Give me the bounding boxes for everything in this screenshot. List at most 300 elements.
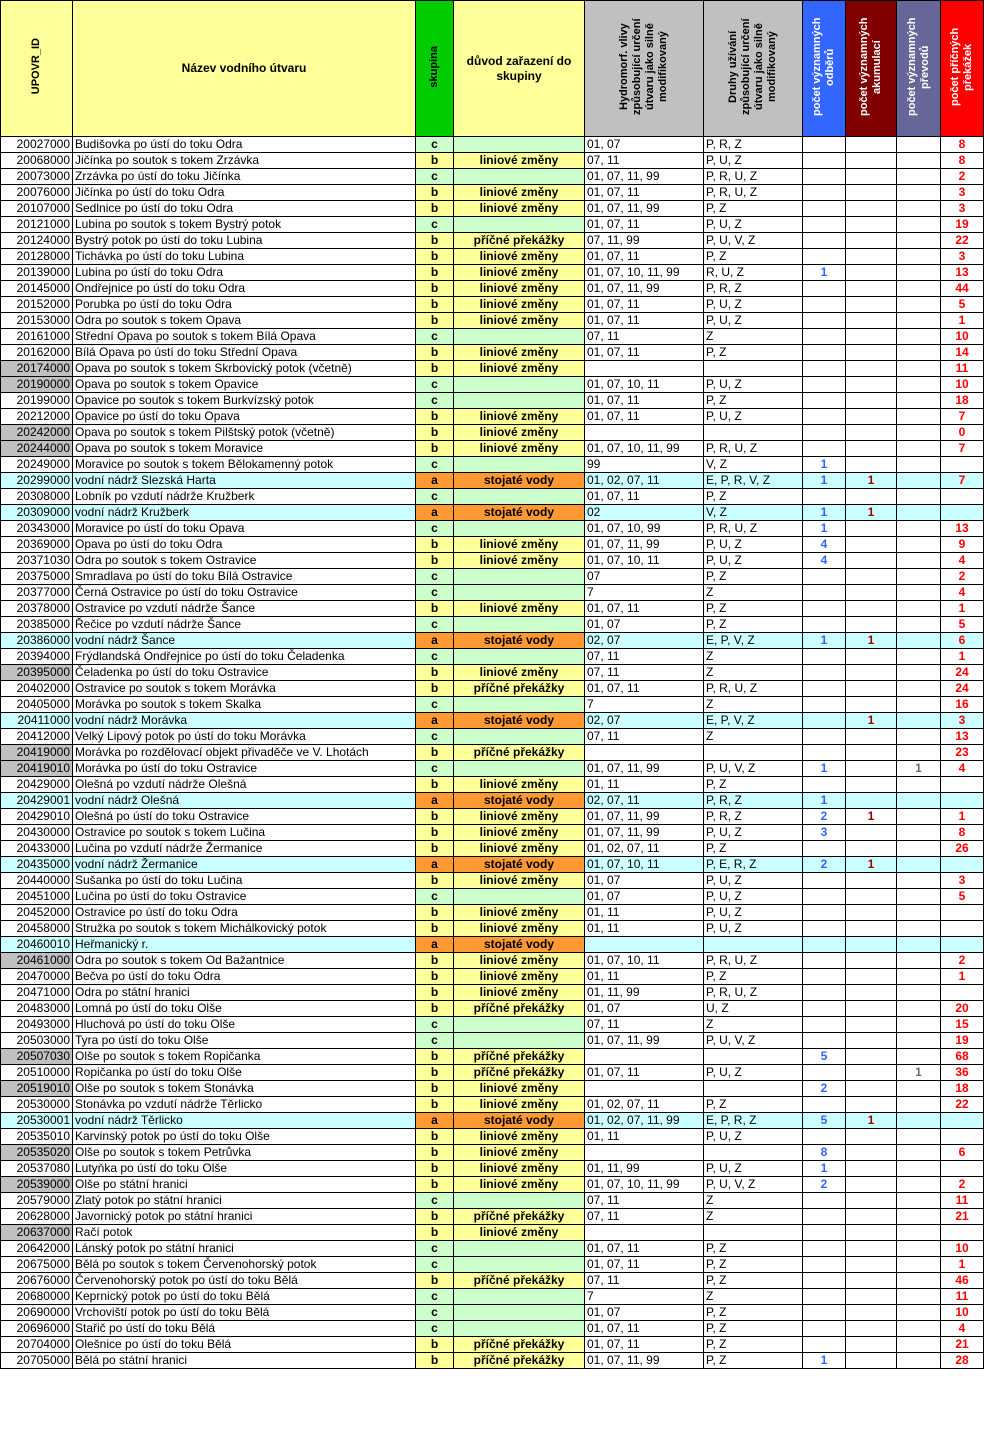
odbery-cell: 3 xyxy=(803,825,846,841)
table-row xyxy=(1,825,984,841)
prekazky-cell: 4 xyxy=(941,761,984,777)
prekazky-cell: 3 xyxy=(941,873,984,889)
odbery-cell: 4 xyxy=(803,553,846,569)
name-cell: Sušanka po ústí do toku Lučina xyxy=(73,873,416,889)
skupina-cell: c xyxy=(416,729,454,745)
duvod-cell xyxy=(454,569,585,585)
duvod-cell xyxy=(454,649,585,665)
prekazky-cell: 4 xyxy=(941,553,984,569)
hydro-cell: 01, 07, 11 xyxy=(585,489,704,505)
druhy-cell xyxy=(704,1081,803,1097)
table-row xyxy=(1,537,984,553)
druhy-cell xyxy=(704,361,803,377)
upovr-id-cell: 20395000 xyxy=(1,665,73,681)
odbery-cell xyxy=(803,1273,846,1289)
druhy-cell: P, Z xyxy=(704,617,803,633)
odbery-cell xyxy=(803,489,846,505)
name-cell: Frýdlandská Ondřejnice po ústí do toku Čeladenka xyxy=(73,649,416,665)
druhy-cell: P, Z xyxy=(704,249,803,265)
skupina-cell: a xyxy=(416,633,454,649)
table-row xyxy=(1,1049,984,1065)
upovr-id-cell: 20435000 xyxy=(1,857,73,873)
akumulace-cell xyxy=(846,585,897,601)
name-cell: Zlatý potok po státní hranici xyxy=(73,1193,416,1209)
druhy-cell: Z xyxy=(704,729,803,745)
skupina-cell: c xyxy=(416,649,454,665)
odbery-cell xyxy=(803,889,846,905)
hydro-cell: 01, 07, 11 xyxy=(585,409,704,425)
prevody-cell xyxy=(897,185,941,201)
prevody-cell xyxy=(897,521,941,537)
duvod-cell: liniové změny xyxy=(454,1129,585,1145)
odbery-cell xyxy=(803,297,846,313)
druhy-cell: E, P, R, Z xyxy=(704,1113,803,1129)
druhy-cell: P, Z xyxy=(704,1337,803,1353)
hydro-cell: 01, 07, 10, 11, 99 xyxy=(585,441,704,457)
duvod-cell: liniové změny xyxy=(454,601,585,617)
name-cell: Lánský potok po státní hranici xyxy=(73,1241,416,1257)
upovr-id-cell: 20696000 xyxy=(1,1321,73,1337)
name-cell: Bystrý potok po ústí do toku Lubina xyxy=(73,233,416,249)
name-cell: Lubina po ústí do toku Odra xyxy=(73,265,416,281)
odbery-cell xyxy=(803,1001,846,1017)
druhy-cell xyxy=(704,1145,803,1161)
upovr-id-cell: 20642000 xyxy=(1,1241,73,1257)
duvod-cell: příčné překážky xyxy=(454,1049,585,1065)
table-row xyxy=(1,1305,984,1321)
upovr-id-cell: 20027000 xyxy=(1,137,73,153)
table-row xyxy=(1,553,984,569)
prevody-cell xyxy=(897,425,941,441)
akumulace-cell xyxy=(846,201,897,217)
header-duvod xyxy=(454,1,585,137)
table-row xyxy=(1,441,984,457)
table-row xyxy=(1,729,984,745)
prekazky-cell: 5 xyxy=(941,297,984,313)
table-row xyxy=(1,937,984,953)
upovr-id-cell: 20199000 xyxy=(1,393,73,409)
prekazky-cell: 23 xyxy=(941,745,984,761)
druhy-cell: Z xyxy=(704,1193,803,1209)
hydro-cell: 01, 07, 10, 11 xyxy=(585,953,704,969)
duvod-cell: příčné překážky xyxy=(454,1273,585,1289)
prevody-cell xyxy=(897,1337,941,1353)
name-cell: Bělá po státní hranici xyxy=(73,1353,416,1369)
hydro-cell: 01, 11 xyxy=(585,1129,704,1145)
prevody-cell xyxy=(897,1289,941,1305)
duvod-cell xyxy=(454,329,585,345)
odbery-cell: 1 xyxy=(803,457,846,473)
upovr-id-cell: 20161000 xyxy=(1,329,73,345)
druhy-cell: P, Z xyxy=(704,777,803,793)
skupina-cell: c xyxy=(416,697,454,713)
upovr-id-cell: 20507030 xyxy=(1,1049,73,1065)
druhy-cell xyxy=(704,1049,803,1065)
name-cell: Velký Lipový potok po ústí do toku Morávka xyxy=(73,729,416,745)
akumulace-cell xyxy=(846,937,897,953)
upovr-id-cell: 20152000 xyxy=(1,297,73,313)
name-cell: vodní nádrž Slezská Harta xyxy=(73,473,416,489)
skupina-cell: b xyxy=(416,265,454,281)
prekazky-cell: 2 xyxy=(941,1177,984,1193)
prekazky-cell: 2 xyxy=(941,953,984,969)
table-row xyxy=(1,921,984,937)
prevody-cell xyxy=(897,1001,941,1017)
odbery-cell: 1 xyxy=(803,793,846,809)
prevody-cell xyxy=(897,985,941,1001)
skupina-cell: c xyxy=(416,1033,454,1049)
akumulace-cell xyxy=(846,329,897,345)
hydro-cell: 01, 07, 11 xyxy=(585,297,704,313)
odbery-cell xyxy=(803,425,846,441)
hydro-cell: 07, 11 xyxy=(585,1193,704,1209)
name-cell: Olše po soutok s tokem Ropičanka xyxy=(73,1049,416,1065)
akumulace-cell xyxy=(846,361,897,377)
hydro-cell: 07 xyxy=(585,569,704,585)
duvod-cell xyxy=(454,1017,585,1033)
hydro-cell: 01, 07 xyxy=(585,873,704,889)
druhy-cell: Z xyxy=(704,1209,803,1225)
name-cell: Lutyňka po ústí do toku Olše xyxy=(73,1161,416,1177)
skupina-cell: b xyxy=(416,553,454,569)
hydro-cell: 01, 07, 10, 11 xyxy=(585,553,704,569)
name-cell: Porubka po ústí do toku Odra xyxy=(73,297,416,313)
odbery-cell xyxy=(803,585,846,601)
skupina-cell: b xyxy=(416,841,454,857)
odbery-cell: 2 xyxy=(803,857,846,873)
skupina-cell: b xyxy=(416,1209,454,1225)
duvod-cell: liniové změny xyxy=(454,313,585,329)
name-cell: Bělá po soutok s tokem Červenohorský potok xyxy=(73,1257,416,1273)
hydro-cell: 07, 11 xyxy=(585,329,704,345)
duvod-cell xyxy=(454,1321,585,1337)
prevody-cell xyxy=(897,1113,941,1129)
skupina-cell: b xyxy=(416,905,454,921)
prevody-cell xyxy=(897,665,941,681)
skupina-cell: b xyxy=(416,537,454,553)
hydro-cell: 07, 11 xyxy=(585,1273,704,1289)
skupina-cell: c xyxy=(416,169,454,185)
upovr-id-cell: 20503000 xyxy=(1,1033,73,1049)
upovr-id-cell: 20174000 xyxy=(1,361,73,377)
upovr-id-cell: 20519010 xyxy=(1,1081,73,1097)
header-skupina-label: skupina xyxy=(428,45,440,88)
table-row xyxy=(1,281,984,297)
duvod-cell: liniové změny xyxy=(454,153,585,169)
odbery-cell xyxy=(803,1193,846,1209)
odbery-cell xyxy=(803,393,846,409)
prekazky-cell xyxy=(941,505,984,521)
akumulace-cell xyxy=(846,233,897,249)
skupina-cell: b xyxy=(416,953,454,969)
table-row xyxy=(1,393,984,409)
duvod-cell: liniové změny xyxy=(454,777,585,793)
header-akumulace-label: počet významných akumulací xyxy=(858,17,883,116)
name-cell: Smradlava po ústí do toku Bílá Ostravice xyxy=(73,569,416,585)
duvod-cell: liniové změny xyxy=(454,1161,585,1177)
odbery-cell: 4 xyxy=(803,537,846,553)
upovr-id-cell: 20675000 xyxy=(1,1257,73,1273)
akumulace-cell xyxy=(846,841,897,857)
skupina-cell: b xyxy=(416,297,454,313)
prevody-cell xyxy=(897,537,941,553)
odbery-cell xyxy=(803,601,846,617)
prevody-cell xyxy=(897,649,941,665)
odbery-cell xyxy=(803,249,846,265)
prevody-cell xyxy=(897,681,941,697)
akumulace-cell xyxy=(846,441,897,457)
name-cell: Olše po státní hranici xyxy=(73,1177,416,1193)
table-row xyxy=(1,361,984,377)
upovr-id-cell: 20128000 xyxy=(1,249,73,265)
prevody-cell xyxy=(897,1161,941,1177)
prevody-cell xyxy=(897,921,941,937)
duvod-cell: příčné překážky xyxy=(454,1353,585,1369)
prevody-cell xyxy=(897,585,941,601)
hydro-cell: 01, 07, 11, 99 xyxy=(585,761,704,777)
duvod-cell xyxy=(454,697,585,713)
skupina-cell: c xyxy=(416,217,454,233)
prekazky-cell: 8 xyxy=(941,153,984,169)
skupina-cell: c xyxy=(416,1257,454,1273)
prevody-cell xyxy=(897,153,941,169)
prevody-cell xyxy=(897,1305,941,1321)
skupina-cell: c xyxy=(416,1193,454,1209)
odbery-cell xyxy=(803,329,846,345)
table-row xyxy=(1,1321,984,1337)
akumulace-cell xyxy=(846,1305,897,1321)
table-row xyxy=(1,985,984,1001)
druhy-cell: P, Z xyxy=(704,1305,803,1321)
name-cell: Ostravice po soutok s tokem Lučina xyxy=(73,825,416,841)
upovr-id-cell: 20510000 xyxy=(1,1065,73,1081)
prekazky-cell: 8 xyxy=(941,825,984,841)
hydro-cell: 01, 02, 07, 11 xyxy=(585,1097,704,1113)
name-cell: Lučina po ústí do toku Ostravice xyxy=(73,889,416,905)
odbery-cell xyxy=(803,569,846,585)
duvod-cell: liniové změny xyxy=(454,201,585,217)
skupina-cell: b xyxy=(416,665,454,681)
upovr-id-cell: 20073000 xyxy=(1,169,73,185)
prevody-cell xyxy=(897,265,941,281)
table-row xyxy=(1,681,984,697)
prekazky-cell: 6 xyxy=(941,633,984,649)
table-row xyxy=(1,777,984,793)
hydro-cell: 01, 07, 10, 11 xyxy=(585,377,704,393)
druhy-cell: Z xyxy=(704,1289,803,1305)
prevody-cell xyxy=(897,217,941,233)
table-row xyxy=(1,265,984,281)
prevody-cell xyxy=(897,953,941,969)
odbery-cell: 1 xyxy=(803,505,846,521)
akumulace-cell: 1 xyxy=(846,473,897,489)
hydro-cell: 01, 07, 11, 99 xyxy=(585,1033,704,1049)
table-row xyxy=(1,969,984,985)
akumulace-cell xyxy=(846,377,897,393)
prekazky-cell: 1 xyxy=(941,1257,984,1273)
upovr-id-cell: 20068000 xyxy=(1,153,73,169)
odbery-cell xyxy=(803,665,846,681)
upovr-id-cell: 20429010 xyxy=(1,809,73,825)
table-row xyxy=(1,1001,984,1017)
hydro-cell: 01, 02, 07, 11, 99 xyxy=(585,1113,704,1129)
duvod-cell: příčné překážky xyxy=(454,1209,585,1225)
odbery-cell xyxy=(803,137,846,153)
prekazky-cell: 24 xyxy=(941,681,984,697)
table-row xyxy=(1,809,984,825)
table-row xyxy=(1,185,984,201)
prevody-cell xyxy=(897,745,941,761)
druhy-cell: P, Z xyxy=(704,969,803,985)
prevody-cell xyxy=(897,409,941,425)
prevody-cell xyxy=(897,345,941,361)
upovr-id-cell: 20107000 xyxy=(1,201,73,217)
hydro-cell: 01, 07, 11 xyxy=(585,1257,704,1273)
table-row xyxy=(1,377,984,393)
hydro-cell: 01, 07 xyxy=(585,617,704,633)
name-cell: Červenohorský potok po ústí do toku Bělá xyxy=(73,1273,416,1289)
hydro-cell: 01, 11 xyxy=(585,777,704,793)
druhy-cell: Z xyxy=(704,329,803,345)
druhy-cell: P, Z xyxy=(704,393,803,409)
hydro-cell: 01, 07, 11 xyxy=(585,1065,704,1081)
name-cell: Stařič po ústí do toku Bělá xyxy=(73,1321,416,1337)
prevody-cell xyxy=(897,137,941,153)
prekazky-cell: 7 xyxy=(941,441,984,457)
odbery-cell xyxy=(803,921,846,937)
druhy-cell: P, U, V, Z xyxy=(704,1033,803,1049)
duvod-cell: liniové změny xyxy=(454,1225,585,1241)
duvod-cell: liniové změny xyxy=(454,873,585,889)
hydro-cell: 07, 11 xyxy=(585,153,704,169)
skupina-cell: b xyxy=(416,425,454,441)
name-cell: Olešná po vzdutí nádrže Olešná xyxy=(73,777,416,793)
table-row xyxy=(1,873,984,889)
prekazky-cell: 24 xyxy=(941,665,984,681)
table-row xyxy=(1,1065,984,1081)
name-cell: vodní nádrž Těrlicko xyxy=(73,1113,416,1129)
name-cell: Lubina po soutok s tokem Bystrý potok xyxy=(73,217,416,233)
table-row xyxy=(1,249,984,265)
upovr-id-cell: 20637000 xyxy=(1,1225,73,1241)
skupina-cell: b xyxy=(416,185,454,201)
duvod-cell xyxy=(454,457,585,473)
prekazky-cell: 10 xyxy=(941,1305,984,1321)
akumulace-cell: 1 xyxy=(846,505,897,521)
name-cell: Opava po soutok s tokem Opavice xyxy=(73,377,416,393)
prekazky-cell: 8 xyxy=(941,137,984,153)
druhy-cell: P, U, Z xyxy=(704,921,803,937)
odbery-cell: 1 xyxy=(803,761,846,777)
odbery-cell: 1 xyxy=(803,1353,846,1369)
akumulace-cell xyxy=(846,1001,897,1017)
hydro-cell: 01, 02, 07, 11 xyxy=(585,473,704,489)
odbery-cell xyxy=(803,201,846,217)
name-cell: Tichávka po ústí do toku Lubina xyxy=(73,249,416,265)
prekazky-cell: 3 xyxy=(941,185,984,201)
odbery-cell xyxy=(803,729,846,745)
akumulace-cell xyxy=(846,169,897,185)
skupina-cell: b xyxy=(416,361,454,377)
upovr-id-cell: 20471000 xyxy=(1,985,73,1001)
akumulace-cell: 1 xyxy=(846,713,897,729)
hydro-cell xyxy=(585,361,704,377)
skupina-cell: b xyxy=(416,313,454,329)
prekazky-cell: 21 xyxy=(941,1337,984,1353)
hydro-cell: 01, 07, 11 xyxy=(585,393,704,409)
upovr-id-cell: 20076000 xyxy=(1,185,73,201)
akumulace-cell xyxy=(846,825,897,841)
odbery-cell xyxy=(803,873,846,889)
table-row xyxy=(1,1353,984,1369)
table-row xyxy=(1,1225,984,1241)
odbery-cell xyxy=(803,905,846,921)
odbery-cell xyxy=(803,969,846,985)
header-prekazky-label: počet příčných překážek xyxy=(949,27,974,106)
hydro-cell: 02, 07 xyxy=(585,633,704,649)
druhy-cell: P, Z xyxy=(704,841,803,857)
table-row xyxy=(1,1081,984,1097)
odbery-cell xyxy=(803,153,846,169)
prekazky-cell: 10 xyxy=(941,377,984,393)
prekazky-cell: 20 xyxy=(941,1001,984,1017)
druhy-cell: P, U, Z xyxy=(704,409,803,425)
table-row xyxy=(1,617,984,633)
hydro-cell xyxy=(585,1145,704,1161)
druhy-cell: Z xyxy=(704,665,803,681)
akumulace-cell xyxy=(846,761,897,777)
upovr-id-cell: 20378000 xyxy=(1,601,73,617)
name-cell: Lučina po vzdutí nádrže Žermanice xyxy=(73,841,416,857)
hydro-cell: 07, 11 xyxy=(585,729,704,745)
akumulace-cell xyxy=(846,1257,897,1273)
prevody-cell: 1 xyxy=(897,761,941,777)
name-cell: Odra po soutok s tokem Opava xyxy=(73,313,416,329)
skupina-cell: b xyxy=(416,1049,454,1065)
odbery-cell xyxy=(803,1337,846,1353)
table-row xyxy=(1,745,984,761)
odbery-cell xyxy=(803,1065,846,1081)
duvod-cell: stojaté vody xyxy=(454,793,585,809)
name-cell: Moravice po ústí do toku Opava xyxy=(73,521,416,537)
akumulace-cell xyxy=(846,1241,897,1257)
prekazky-cell xyxy=(941,1113,984,1129)
table-row xyxy=(1,153,984,169)
name-cell: Bílá Opava po ústí do toku Střední Opava xyxy=(73,345,416,361)
prevody-cell xyxy=(897,329,941,345)
duvod-cell: liniové změny xyxy=(454,409,585,425)
prevody-cell xyxy=(897,809,941,825)
akumulace-cell xyxy=(846,569,897,585)
name-cell: Morávka po soutok s tokem Skalka xyxy=(73,697,416,713)
prevody-cell xyxy=(897,1145,941,1161)
duvod-cell: příčné překážky xyxy=(454,233,585,249)
prekazky-cell: 5 xyxy=(941,889,984,905)
skupina-cell: c xyxy=(416,1289,454,1305)
prekazky-cell xyxy=(941,905,984,921)
duvod-cell: stojaté vody xyxy=(454,1113,585,1129)
prekazky-cell: 21 xyxy=(941,1209,984,1225)
odbery-cell xyxy=(803,713,846,729)
skupina-cell: b xyxy=(416,745,454,761)
hydro-cell: 99 xyxy=(585,457,704,473)
akumulace-cell xyxy=(846,1193,897,1209)
duvod-cell: liniové změny xyxy=(454,969,585,985)
druhy-cell: P, Z xyxy=(704,1241,803,1257)
name-cell: Opavice po ústí do toku Opava xyxy=(73,409,416,425)
duvod-cell: stojaté vody xyxy=(454,937,585,953)
table-row xyxy=(1,345,984,361)
